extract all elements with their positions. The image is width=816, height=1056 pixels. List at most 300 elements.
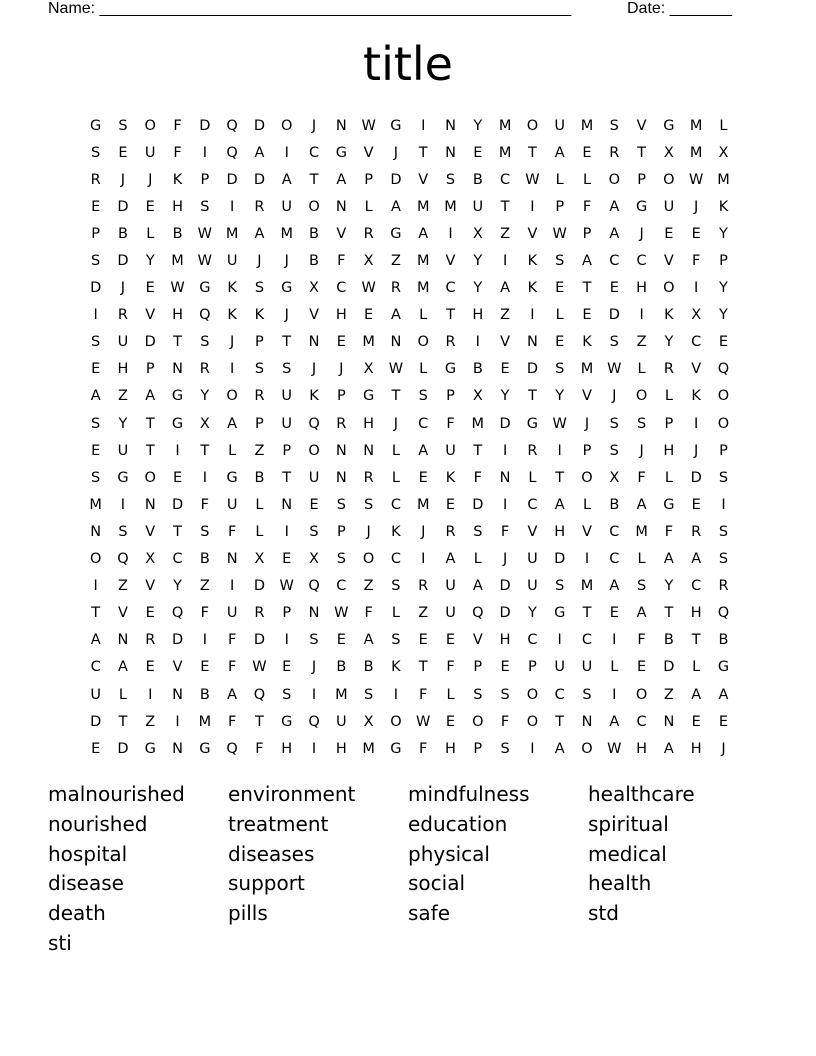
grid-letter: T [500, 198, 510, 215]
grid-letter: I [502, 496, 508, 513]
grid-letter: N [335, 442, 347, 459]
grid-letter: Z [145, 713, 156, 730]
grid-letter: A [472, 578, 483, 595]
grid-letter: M [280, 225, 293, 242]
grid-letter: L [255, 496, 264, 513]
grid-letter: C [418, 415, 429, 432]
grid-letter: E [91, 361, 101, 378]
word-list-item: hospital [48, 841, 128, 866]
grid-letter: V [582, 523, 592, 540]
grid-letter: G [444, 361, 457, 378]
grid-letter: Z [500, 307, 511, 324]
grid-letter: J [339, 361, 344, 378]
grid-letter: A [609, 198, 620, 215]
grid-letter: X [309, 280, 319, 297]
grid-letter: K [664, 307, 674, 324]
grid-letter: S [555, 361, 565, 378]
grid-letter: W [361, 280, 376, 297]
grid-letter: I [612, 686, 617, 703]
grid-letter: O [717, 415, 730, 432]
grid-letter: N [281, 496, 293, 513]
grid-letter: M [444, 198, 457, 215]
grid-letter: A [445, 551, 456, 568]
grid-letter: E [500, 659, 510, 676]
grid-letter: R [527, 442, 538, 459]
grid-letter: L [582, 496, 592, 513]
grid-letter: K [227, 307, 237, 324]
grid-letter: F [692, 253, 701, 270]
grid-letter: I [229, 198, 235, 215]
grid-letter: B [254, 469, 265, 486]
grid-letter: U [581, 659, 593, 676]
grid-letter: T [145, 442, 155, 459]
grid-letter: Z [390, 253, 401, 270]
grid-letter: R [445, 523, 456, 540]
grid-letter: I [175, 442, 180, 459]
grid-letter: J [393, 415, 399, 432]
grid-letter: V [663, 253, 674, 270]
grid-letter: F [364, 605, 373, 622]
grid-letter: C [336, 280, 347, 297]
grid-letter: A [554, 496, 565, 513]
grid-letter: D [253, 578, 266, 595]
grid-letter: W [197, 225, 212, 242]
grid-letter: D [499, 578, 511, 595]
grid-letter: U [336, 713, 347, 730]
grid-letter: N [144, 496, 156, 513]
grid-letter: M [171, 253, 184, 270]
grid-letter: T [255, 713, 264, 730]
grid-letter: H [363, 415, 375, 432]
grid-letter: U [117, 334, 129, 351]
grid-letter: V [363, 144, 374, 161]
grid-letter: V [527, 225, 538, 242]
grid-letter: O [581, 469, 593, 486]
grid-letter: R [254, 198, 265, 215]
grid-letter: F [200, 496, 209, 513]
grid-letter: P [200, 171, 210, 188]
grid-letter: L [473, 551, 482, 568]
grid-letter: L [228, 442, 237, 459]
grid-letter: I [475, 334, 480, 351]
grid-letter: O [144, 117, 156, 134]
grid-letter: A [390, 307, 401, 324]
grid-letter: H [554, 523, 566, 540]
grid-letter: I [557, 632, 562, 649]
grid-letter: V [527, 523, 538, 540]
grid-letter: F [446, 659, 455, 676]
grid-letter: L [391, 442, 400, 459]
grid-letter: J [229, 334, 235, 351]
grid-letter: A [609, 713, 620, 730]
grid-letter: W [552, 225, 567, 242]
word-search-grid [82, 112, 737, 762]
grid-letter: U [281, 415, 293, 432]
grid-letter: U [226, 496, 238, 513]
grid-letter: R [445, 334, 456, 351]
grid-letter: R [117, 307, 128, 324]
grid-letter: W [197, 253, 212, 270]
grid-letter: R [418, 578, 429, 595]
grid-letter: J [120, 171, 126, 188]
grid-letter: O [308, 442, 320, 459]
grid-letter: D [526, 361, 538, 378]
grid-letter: N [445, 144, 456, 161]
grid-letter: J [694, 198, 699, 215]
grid-letter: A [500, 280, 511, 297]
grid-letter: O [526, 686, 539, 703]
grid-letter: I [694, 280, 699, 297]
grid-letter: G [171, 415, 184, 432]
grid-letter: J [421, 523, 426, 540]
grid-letter: M [89, 496, 102, 513]
grid-letter: W [525, 171, 540, 188]
grid-letter: Z [418, 605, 429, 622]
grid-letter: E [445, 496, 456, 513]
grid-letter: M [416, 280, 430, 297]
grid-letter: A [582, 253, 592, 270]
grid-letter: B [309, 225, 319, 242]
grid-letter: Z [636, 334, 647, 351]
grid-letter: C [609, 253, 620, 270]
grid-letter: D [117, 198, 129, 215]
grid-letter: N [172, 686, 183, 703]
grid-letter: G [362, 388, 375, 405]
grid-letter: S [391, 632, 401, 649]
grid-letter: M [580, 361, 594, 378]
grid-letter: I [530, 740, 535, 757]
grid-letter: E [718, 334, 729, 351]
grid-letter: W [607, 740, 622, 757]
grid-letter: J [311, 361, 317, 378]
grid-letter: F [664, 523, 674, 540]
grid-letter: J [257, 253, 262, 270]
grid-letter: S [636, 578, 647, 595]
grid-letter: C [527, 632, 538, 649]
grid-letter: E [445, 713, 456, 730]
grid-letter: X [363, 361, 374, 378]
grid-letter: G [281, 280, 293, 297]
grid-letter: D [663, 659, 675, 676]
grid-letter: C [554, 686, 565, 703]
word-list-item: mindfulness [408, 782, 530, 806]
grid-letter: C [390, 496, 401, 513]
grid-letter: I [202, 632, 207, 649]
grid-letter: L [555, 307, 564, 324]
grid-letter: E [145, 659, 155, 676]
grid-letter: T [555, 713, 565, 730]
grid-letter: D [253, 117, 266, 134]
grid-letter: N [90, 523, 102, 540]
grid-letter: G [199, 280, 211, 297]
grid-letter: T [173, 523, 182, 540]
grid-letter: N [390, 334, 402, 351]
grid-letter: N [172, 361, 183, 378]
grid-letter: X [609, 469, 620, 486]
grid-letter: C [691, 578, 702, 595]
grid-letter: J [284, 253, 289, 270]
word-list [48, 780, 768, 959]
word-list-item: pills [228, 901, 268, 926]
grid-letter: L [555, 171, 564, 188]
grid-letter: D [554, 551, 566, 568]
grid-letter: X [254, 551, 265, 568]
grid-letter: S [91, 253, 101, 270]
word-list-item: std [588, 901, 619, 926]
grid-letter: M [580, 117, 594, 134]
grid-letter: B [172, 225, 183, 242]
grid-letter: A [554, 144, 565, 161]
grid-letter: D [499, 415, 511, 432]
grid-letter: W [252, 659, 267, 676]
grid-letter: A [145, 388, 156, 405]
grid-letter: K [582, 334, 592, 351]
grid-letter: Y [664, 578, 674, 595]
grid-letter: S [254, 361, 265, 378]
grid-letter: T [582, 605, 592, 622]
grid-letter: N [335, 117, 347, 134]
grid-letter: O [526, 713, 539, 730]
grid-letter: E [200, 659, 210, 676]
grid-letter: V [691, 361, 702, 378]
grid-letter: L [637, 551, 646, 568]
grid-letter: E [609, 605, 619, 622]
grid-letter: L [719, 117, 728, 134]
grid-letter: S [282, 686, 292, 703]
grid-letter: S [364, 496, 374, 513]
grid-letter: F [582, 198, 592, 215]
grid-letter: O [144, 469, 156, 486]
grid-letter: N [308, 605, 320, 622]
grid-letter: V [472, 632, 483, 649]
grid-letter: S [718, 551, 729, 568]
grid-letter: E [145, 198, 155, 215]
grid-letter: R [609, 144, 620, 161]
word-list-item: diseases [228, 841, 315, 866]
grid-letter: W [170, 280, 185, 297]
grid-letter: D [690, 469, 702, 486]
grid-letter: B [472, 171, 483, 188]
grid-letter: E [145, 280, 155, 297]
grid-letter: U [144, 144, 156, 161]
grid-letter: I [175, 713, 180, 730]
grid-letter: C [445, 280, 456, 297]
grid-letter: H [172, 198, 183, 215]
grid-letter: E [309, 496, 319, 513]
grid-letter: T [391, 388, 401, 405]
grid-letter: Z [663, 686, 674, 703]
grid-letter: A [254, 144, 265, 161]
grid-letter: S [473, 686, 483, 703]
grid-letter: Y [719, 225, 728, 242]
grid-letter: W [279, 578, 294, 595]
grid-letter: Z [199, 578, 210, 595]
grid-letter: H [636, 740, 648, 757]
grid-letter: W [334, 605, 349, 622]
grid-letter: L [610, 659, 619, 676]
grid-letter: D [117, 740, 129, 757]
grid-letter: S [254, 280, 265, 297]
grid-letter: I [530, 307, 535, 324]
grid-letter: I [120, 496, 126, 513]
grid-letter: H [335, 740, 347, 757]
grid-letter: H [445, 740, 456, 757]
grid-letter: Q [717, 605, 730, 622]
grid-letter: W [552, 415, 567, 432]
grid-letter: E [637, 659, 647, 676]
grid-letter: Y [473, 117, 483, 134]
grid-letter: G [335, 144, 347, 161]
grid-letter: M [471, 415, 485, 432]
grid-letter: D [144, 334, 156, 351]
grid-letter: A [663, 740, 674, 757]
grid-letter: T [555, 469, 565, 486]
grid-letter: O [608, 171, 620, 188]
grid-letter: I [202, 144, 207, 161]
grid-letter: E [282, 659, 292, 676]
grid-letter: T [473, 442, 483, 459]
grid-letter: J [148, 171, 153, 188]
grid-letter: N [226, 551, 238, 568]
grid-letter: P [719, 253, 728, 270]
grid-letter: N [335, 469, 347, 486]
grid-letter: I [421, 551, 426, 568]
grid-letter: S [609, 117, 619, 134]
word-list-item: social [408, 871, 466, 896]
grid-letter: J [612, 388, 617, 405]
grid-letter: O [89, 551, 102, 568]
grid-letter: Y [527, 605, 537, 622]
grid-letter: P [336, 388, 346, 405]
grid-letter: Q [226, 740, 238, 757]
grid-letter: R [363, 225, 374, 242]
grid-letter: F [446, 415, 455, 432]
grid-letter: F [500, 713, 510, 730]
grid-letter: A [390, 198, 401, 215]
grid-letter: S [555, 578, 565, 595]
grid-letter: A [636, 496, 647, 513]
grid-letter: I [612, 632, 617, 649]
grid-letter: J [366, 523, 371, 540]
grid-letter: Z [363, 578, 374, 595]
grid-letter: N [308, 334, 320, 351]
grid-letter: X [309, 551, 319, 568]
grid-letter: E [664, 225, 674, 242]
grid-letter: Q [226, 117, 238, 134]
grid-letter: E [91, 740, 101, 757]
grid-letter: D [199, 117, 211, 134]
grid-letter: N [663, 713, 675, 730]
grid-letter: T [91, 605, 101, 622]
grid-letter: D [171, 632, 184, 649]
grid-letter: B [718, 632, 729, 649]
grid-letter: E [718, 713, 729, 730]
grid-letter: T [282, 334, 292, 351]
grid-letter: E [500, 361, 510, 378]
grid-letter: J [502, 551, 508, 568]
word-list-item: spiritual [588, 811, 669, 836]
grid-letter: C [390, 551, 401, 568]
grid-letter: G [281, 713, 293, 730]
grid-letter: U [554, 659, 565, 676]
grid-letter: Q [472, 605, 484, 622]
grid-letter: S [91, 144, 101, 161]
grid-letter: R [691, 523, 702, 540]
grid-letter: C [500, 171, 511, 188]
grid-letter: O [308, 198, 320, 215]
grid-letter: A [609, 578, 620, 595]
grid-letter: E [445, 632, 456, 649]
grid-letter: T [309, 171, 319, 188]
grid-letter: H [172, 307, 183, 324]
grid-letter: E [418, 632, 428, 649]
grid-letter: I [229, 578, 235, 595]
grid-letter: S [336, 551, 346, 568]
grid-letter: M [416, 198, 430, 215]
grid-letter: L [528, 469, 537, 486]
grid-letter: O [390, 713, 402, 730]
word-list-item: support [228, 871, 305, 896]
word-list-item: malnourished [48, 782, 185, 806]
grid-letter: G [390, 117, 402, 134]
grid-letter: V [445, 253, 456, 270]
grid-letter: S [445, 171, 456, 188]
grid-letter: M [689, 144, 703, 161]
grid-letter: G [526, 415, 539, 432]
grid-letter: F [637, 469, 646, 486]
grid-letter: J [284, 307, 289, 324]
grid-letter: S [200, 334, 210, 351]
grid-letter: C [336, 578, 347, 595]
grid-letter: X [199, 415, 210, 432]
grid-letter: N [445, 117, 456, 134]
grid-letter: M [717, 171, 730, 188]
grid-letter: W [388, 361, 404, 378]
grid-letter: B [663, 632, 674, 649]
grid-letter: K [391, 523, 401, 540]
grid-letter: N [499, 469, 511, 486]
grid-letter: B [199, 686, 210, 703]
grid-letter: Y [473, 253, 483, 270]
grid-letter: Y [500, 388, 510, 405]
grid-letter: F [227, 713, 237, 730]
grid-letter: O [663, 171, 675, 188]
grid-letter: H [690, 605, 702, 622]
grid-letter: S [582, 686, 592, 703]
grid-letter: V [418, 171, 429, 188]
grid-letter: G [171, 388, 184, 405]
grid-letter: T [200, 442, 210, 459]
grid-letter: O [635, 686, 648, 703]
grid-letter: D [90, 713, 102, 730]
grid-letter: E [609, 280, 619, 297]
grid-letter: Y [473, 280, 483, 297]
grid-letter: U [308, 469, 320, 486]
grid-letter: V [145, 523, 156, 540]
grid-letter: T [173, 334, 182, 351]
grid-letter: I [448, 225, 453, 242]
grid-letter: J [694, 442, 699, 459]
grid-letter: D [171, 496, 184, 513]
grid-letter: I [530, 198, 535, 215]
grid-letter: F [337, 253, 346, 270]
grid-letter: V [336, 225, 347, 242]
grid-letter: I [311, 686, 317, 703]
word-list-item: environment [228, 782, 356, 806]
grid-letter: U [663, 198, 675, 215]
word-list-item: healthcare [588, 782, 695, 806]
grid-letter: H [690, 740, 702, 757]
